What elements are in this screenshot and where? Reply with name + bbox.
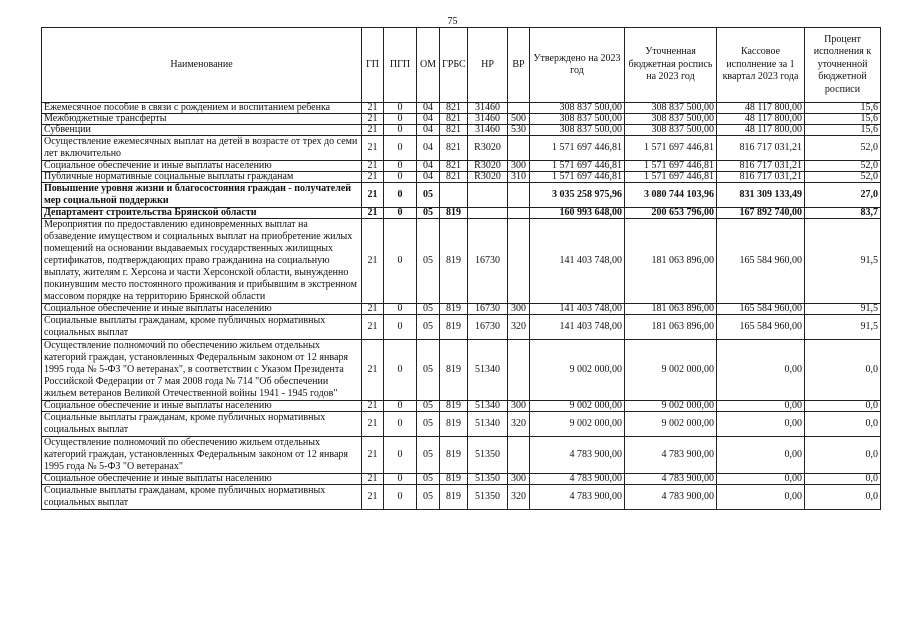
cell-refined: 9 002 000,00 xyxy=(625,340,717,401)
cell-name: Социальное обеспечение и иные выплаты населению xyxy=(42,401,362,412)
cell-approved: 4 783 900,00 xyxy=(530,474,625,485)
cell-gp: 21 xyxy=(362,474,384,485)
cell-gp: 21 xyxy=(362,219,384,304)
table-row xyxy=(42,315,881,340)
cell-percent: 83,7 xyxy=(805,208,881,219)
cell-approved: 308 837 500,00 xyxy=(530,114,625,125)
page-number: 75 xyxy=(447,16,458,27)
cell-refined: 181 063 896,00 xyxy=(625,219,717,304)
cell-om: 05 xyxy=(417,437,440,474)
cell-cash: 165 584 960,00 xyxy=(717,219,805,304)
cell-vr: 320 xyxy=(508,485,530,510)
cell-gp: 21 xyxy=(362,412,384,437)
cell-vr: 500 xyxy=(508,114,530,125)
cell-ppgp: 0 xyxy=(384,304,417,315)
cell-percent: 0,0 xyxy=(805,340,881,401)
cell-ppgp: 0 xyxy=(384,103,417,114)
cell-name: Социальное обеспечение и иные выплаты населению xyxy=(42,474,362,485)
cell-np: 16730 xyxy=(468,219,508,304)
cell-refined: 308 837 500,00 xyxy=(625,103,717,114)
cell-vr xyxy=(508,219,530,304)
table-header-row xyxy=(42,28,881,103)
cell-ppgp: 0 xyxy=(384,183,417,208)
cell-cash: 0,00 xyxy=(717,401,805,412)
cell-cash: 0,00 xyxy=(717,412,805,437)
cell-name: Осуществление полномочий по обеспечению жильем отдельных категорий граждан, установленных Федеральным законом от 12 января 1995 года № 5-ФЗ "О ветеранах" xyxy=(42,437,362,474)
cell-percent: 52,0 xyxy=(805,172,881,183)
cell-approved: 9 002 000,00 xyxy=(530,401,625,412)
cell-gp: 21 xyxy=(362,340,384,401)
cell-name: Межбюджетные трансферты xyxy=(42,114,362,125)
cell-cash: 0,00 xyxy=(717,485,805,510)
cell-ppgp: 0 xyxy=(384,340,417,401)
cell-name: Публичные нормативные социальные выплаты гражданам xyxy=(42,172,362,183)
table-row xyxy=(42,161,881,172)
cell-refined: 4 783 900,00 xyxy=(625,474,717,485)
cell-grbs: 819 xyxy=(440,412,468,437)
cell-om: 05 xyxy=(417,340,440,401)
cell-gp: 21 xyxy=(362,437,384,474)
cell-vr: 300 xyxy=(508,161,530,172)
cell-vr: 320 xyxy=(508,315,530,340)
cell-ppgp: 0 xyxy=(384,315,417,340)
cell-refined: 4 783 900,00 xyxy=(625,437,717,474)
table-row xyxy=(42,103,881,114)
cell-name: Осуществление ежемесячных выплат на детей в возрасте от трех до семи лет включительно xyxy=(42,136,362,161)
cell-ppgp: 0 xyxy=(384,485,417,510)
cell-name: Департамент строительства Брянской области xyxy=(42,208,362,219)
table-row xyxy=(42,219,881,304)
cell-refined: 4 783 900,00 xyxy=(625,485,717,510)
table-row xyxy=(42,125,881,136)
cell-ppgp: 0 xyxy=(384,125,417,136)
cell-np: R3020 xyxy=(468,172,508,183)
header-om: ОМ xyxy=(417,28,440,103)
cell-gp: 21 xyxy=(362,183,384,208)
cell-grbs: 821 xyxy=(440,172,468,183)
table-row xyxy=(42,340,881,401)
cell-vr xyxy=(508,136,530,161)
cell-refined: 1 571 697 446,81 xyxy=(625,136,717,161)
cell-vr xyxy=(508,183,530,208)
header-np: НР xyxy=(468,28,508,103)
cell-ppgp: 0 xyxy=(384,474,417,485)
cell-name: Социальные выплаты гражданам, кроме публичных нормативных социальных выплат xyxy=(42,485,362,510)
cell-om: 05 xyxy=(417,485,440,510)
cell-np: 16730 xyxy=(468,304,508,315)
cell-name: Социальные выплаты гражданам, кроме публичных нормативных социальных выплат xyxy=(42,315,362,340)
cell-approved: 1 571 697 446,81 xyxy=(530,161,625,172)
cell-approved: 1 571 697 446,81 xyxy=(530,172,625,183)
cell-refined: 1 571 697 446,81 xyxy=(625,172,717,183)
cell-vr xyxy=(508,340,530,401)
cell-vr xyxy=(508,208,530,219)
cell-om: 05 xyxy=(417,208,440,219)
cell-om: 04 xyxy=(417,136,440,161)
cell-cash: 816 717 031,21 xyxy=(717,136,805,161)
cell-np xyxy=(468,183,508,208)
cell-grbs: 819 xyxy=(440,340,468,401)
cell-ppgp: 0 xyxy=(384,219,417,304)
cell-grbs: 819 xyxy=(440,485,468,510)
table-row xyxy=(42,183,881,208)
header-cash: Кассовое исполнение за 1 квартал 2023 года xyxy=(717,28,805,103)
table-row xyxy=(42,304,881,315)
cell-refined: 308 837 500,00 xyxy=(625,114,717,125)
table-row xyxy=(42,114,881,125)
cell-grbs: 819 xyxy=(440,437,468,474)
cell-approved: 308 837 500,00 xyxy=(530,103,625,114)
header-vr: ВР xyxy=(508,28,530,103)
cell-ppgp: 0 xyxy=(384,412,417,437)
cell-approved: 141 403 748,00 xyxy=(530,219,625,304)
cell-percent: 15,6 xyxy=(805,125,881,136)
cell-om: 05 xyxy=(417,315,440,340)
cell-cash: 165 584 960,00 xyxy=(717,315,805,340)
cell-name: Ежемесячное пособие в связи с рождением и воспитанием ребенка xyxy=(42,103,362,114)
cell-approved: 4 783 900,00 xyxy=(530,437,625,474)
cell-np: 51340 xyxy=(468,401,508,412)
cell-percent: 0,0 xyxy=(805,401,881,412)
cell-grbs: 819 xyxy=(440,219,468,304)
cell-percent: 0,0 xyxy=(805,474,881,485)
cell-ppgp: 0 xyxy=(384,437,417,474)
cell-vr: 320 xyxy=(508,412,530,437)
cell-gp: 21 xyxy=(362,114,384,125)
cell-name: Социальные выплаты гражданам, кроме публичных нормативных социальных выплат xyxy=(42,412,362,437)
cell-percent: 91,5 xyxy=(805,219,881,304)
cell-om: 04 xyxy=(417,161,440,172)
table-row xyxy=(42,208,881,219)
header-approved: Утверждено на 2023 год xyxy=(530,28,625,103)
cell-gp: 21 xyxy=(362,208,384,219)
header-grbs: ГРБС xyxy=(440,28,468,103)
header-name: Наименование xyxy=(42,28,362,103)
cell-grbs: 821 xyxy=(440,125,468,136)
cell-np: 51350 xyxy=(468,485,508,510)
cell-name: Повышение уровня жизни и благосостояния граждан - получателей мер социальной поддержки xyxy=(42,183,362,208)
cell-vr: 300 xyxy=(508,304,530,315)
cell-np: 51350 xyxy=(468,474,508,485)
header-percent: Процент исполнения к уточненной бюджетной росписи xyxy=(805,28,881,103)
cell-name: Субвенции xyxy=(42,125,362,136)
table-body xyxy=(42,103,881,510)
cell-approved: 9 002 000,00 xyxy=(530,412,625,437)
cell-gp: 21 xyxy=(362,125,384,136)
cell-approved: 1 571 697 446,81 xyxy=(530,136,625,161)
cell-vr: 530 xyxy=(508,125,530,136)
cell-approved: 308 837 500,00 xyxy=(530,125,625,136)
cell-grbs: 819 xyxy=(440,315,468,340)
cell-om: 05 xyxy=(417,183,440,208)
table-row xyxy=(42,172,881,183)
table-row xyxy=(42,437,881,474)
cell-np: 16730 xyxy=(468,315,508,340)
table-row xyxy=(42,485,881,510)
cell-grbs: 821 xyxy=(440,103,468,114)
cell-ppgp: 0 xyxy=(384,172,417,183)
cell-approved: 141 403 748,00 xyxy=(530,315,625,340)
cell-np: 31460 xyxy=(468,114,508,125)
cell-om: 04 xyxy=(417,172,440,183)
cell-approved: 160 993 648,00 xyxy=(530,208,625,219)
cell-om: 04 xyxy=(417,103,440,114)
cell-om: 05 xyxy=(417,304,440,315)
cell-percent: 15,6 xyxy=(805,114,881,125)
cell-vr xyxy=(508,437,530,474)
cell-vr: 310 xyxy=(508,172,530,183)
cell-cash: 831 309 133,49 xyxy=(717,183,805,208)
cell-approved: 9 002 000,00 xyxy=(530,340,625,401)
cell-np: R3020 xyxy=(468,136,508,161)
cell-np xyxy=(468,208,508,219)
cell-gp: 21 xyxy=(362,485,384,510)
cell-name: Осуществление полномочий по обеспечению жильем отдельных категорий граждан, установленных Федеральным законом от 12 января 1995 года № 5-ФЗ "О ветеранах", в соответствии с Указом Президента Российской Федерации от 7 мая 2008 года № 714 "Об обеспечении жильем ветеранов Великой Отечественной войны 1941 - 1945 годов" xyxy=(42,340,362,401)
cell-cash: 165 584 960,00 xyxy=(717,304,805,315)
cell-cash: 816 717 031,21 xyxy=(717,172,805,183)
cell-gp: 21 xyxy=(362,103,384,114)
cell-vr: 300 xyxy=(508,401,530,412)
cell-refined: 1 571 697 446,81 xyxy=(625,161,717,172)
table-row xyxy=(42,136,881,161)
cell-percent: 0,0 xyxy=(805,485,881,510)
table-row xyxy=(42,474,881,485)
header-ppgp: ПГП xyxy=(384,28,417,103)
cell-cash: 816 717 031,21 xyxy=(717,161,805,172)
cell-percent: 0,0 xyxy=(805,437,881,474)
cell-percent: 91,5 xyxy=(805,304,881,315)
cell-percent: 0,0 xyxy=(805,412,881,437)
cell-vr xyxy=(508,103,530,114)
cell-ppgp: 0 xyxy=(384,208,417,219)
cell-percent: 52,0 xyxy=(805,136,881,161)
cell-percent: 52,0 xyxy=(805,161,881,172)
cell-cash: 48 117 800,00 xyxy=(717,125,805,136)
cell-refined: 181 063 896,00 xyxy=(625,304,717,315)
cell-gp: 21 xyxy=(362,172,384,183)
cell-om: 05 xyxy=(417,474,440,485)
cell-refined: 9 002 000,00 xyxy=(625,401,717,412)
cell-approved: 3 035 258 975,96 xyxy=(530,183,625,208)
cell-grbs: 819 xyxy=(440,401,468,412)
cell-gp: 21 xyxy=(362,136,384,161)
table-row xyxy=(42,412,881,437)
cell-gp: 21 xyxy=(362,315,384,340)
cell-np: 31460 xyxy=(468,125,508,136)
cell-grbs: 821 xyxy=(440,161,468,172)
cell-approved: 4 783 900,00 xyxy=(530,485,625,510)
cell-cash: 0,00 xyxy=(717,474,805,485)
budget-table xyxy=(41,27,881,510)
cell-cash: 0,00 xyxy=(717,437,805,474)
cell-grbs xyxy=(440,183,468,208)
cell-refined: 308 837 500,00 xyxy=(625,125,717,136)
header-gp: ГП xyxy=(362,28,384,103)
cell-name: Социальное обеспечение и иные выплаты населению xyxy=(42,304,362,315)
cell-approved: 141 403 748,00 xyxy=(530,304,625,315)
cell-refined: 3 080 744 103,96 xyxy=(625,183,717,208)
cell-name: Социальное обеспечение и иные выплаты населению xyxy=(42,161,362,172)
cell-grbs: 819 xyxy=(440,474,468,485)
cell-cash: 48 117 800,00 xyxy=(717,114,805,125)
cell-np: 51340 xyxy=(468,340,508,401)
cell-cash: 48 117 800,00 xyxy=(717,103,805,114)
cell-np: 51340 xyxy=(468,412,508,437)
cell-grbs: 819 xyxy=(440,304,468,315)
cell-om: 04 xyxy=(417,114,440,125)
table-row xyxy=(42,401,881,412)
cell-om: 05 xyxy=(417,219,440,304)
cell-cash: 0,00 xyxy=(717,340,805,401)
cell-np: R3020 xyxy=(468,161,508,172)
cell-percent: 15,6 xyxy=(805,103,881,114)
cell-percent: 91,5 xyxy=(805,315,881,340)
cell-refined: 9 002 000,00 xyxy=(625,412,717,437)
cell-gp: 21 xyxy=(362,304,384,315)
cell-np: 31460 xyxy=(468,103,508,114)
cell-percent: 27,0 xyxy=(805,183,881,208)
cell-cash: 167 892 740,00 xyxy=(717,208,805,219)
header-refined: Уточненная бюджетная роспись на 2023 год xyxy=(625,28,717,103)
cell-om: 05 xyxy=(417,401,440,412)
cell-vr: 300 xyxy=(508,474,530,485)
cell-ppgp: 0 xyxy=(384,136,417,161)
cell-np: 51350 xyxy=(468,437,508,474)
cell-ppgp: 0 xyxy=(384,161,417,172)
cell-grbs: 821 xyxy=(440,114,468,125)
cell-refined: 181 063 896,00 xyxy=(625,315,717,340)
cell-ppgp: 0 xyxy=(384,114,417,125)
cell-om: 05 xyxy=(417,412,440,437)
cell-name: Мероприятия по предоставлению единовременных выплат на обзаведение имуществом и социальных выплат на приобретение жилых помещений на основании выдаваемых государственных жилищных сертификатов, подтверждающих право гражданина на социальную выплату, жителям г. Херсона и части Херсонской области, вынужденно покинувшим место постоянного проживания и прибывшим в экстренном массовом порядке на территорию Брянской области xyxy=(42,219,362,304)
cell-refined: 200 653 796,00 xyxy=(625,208,717,219)
cell-gp: 21 xyxy=(362,401,384,412)
cell-grbs: 821 xyxy=(440,136,468,161)
cell-om: 04 xyxy=(417,125,440,136)
cell-gp: 21 xyxy=(362,161,384,172)
cell-ppgp: 0 xyxy=(384,401,417,412)
cell-grbs: 819 xyxy=(440,208,468,219)
